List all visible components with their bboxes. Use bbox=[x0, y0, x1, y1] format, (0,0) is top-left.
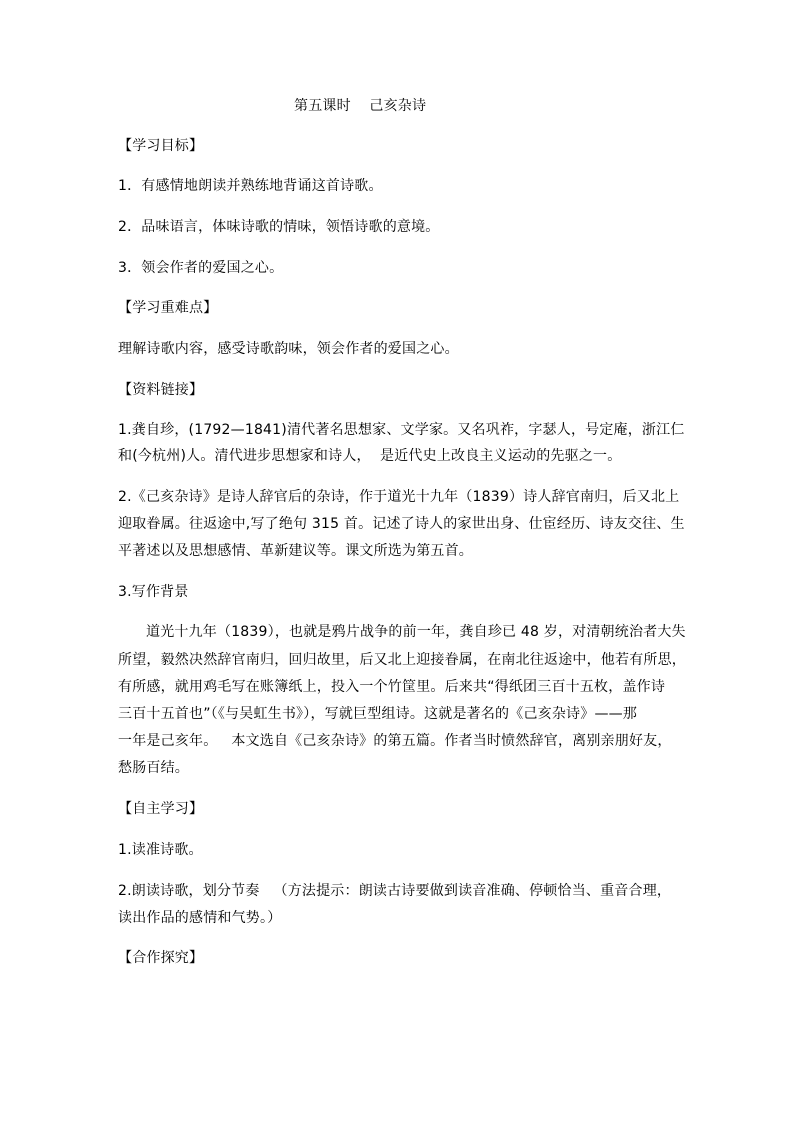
page-title: 第五课时 己亥杂诗 bbox=[294, 98, 427, 114]
self-study-item-1: 1.读准诗歌。 bbox=[118, 842, 203, 858]
materials-item1-line2: 和(今杭州)人。清代进步思想家和诗人， 是近代史上改良主义运动的先驱之一。 bbox=[118, 448, 622, 464]
background-line-1: 道光十九年（1839），也就是鸦片战争的前一年，龚自珍已 48 岁，对清朝统治者大失 bbox=[146, 624, 686, 640]
learning-goal-3: 3．领会作者的爱国之心。 bbox=[118, 260, 284, 276]
key-points-text: 理解诗歌内容，感受诗歌韵味，领会作者的爱国之心。 bbox=[118, 341, 459, 357]
writing-background-heading: 3.写作背景 bbox=[118, 584, 189, 600]
background-line-6: 愁肠百结。 bbox=[118, 760, 189, 776]
learning-goal-1: 1．有感情地朗读并熟练地背诵这首诗歌。 bbox=[118, 178, 383, 194]
materials-item2-line2: 迎取眷属。往返途中,写了绝句 315 首。记述了诗人的家世出身、仕宦经历、诗友交往、生 bbox=[118, 516, 685, 532]
self-study-item-2-line1: 2.朗读诗歌，划分节奏 （方法提示：朗读古诗要做到读音准确、停顿恰当、重音合理， bbox=[118, 883, 672, 899]
materials-item1-line1: 1.龚自珍，(1792—1841)清代著名思想家、文学家。又名巩祚，字瑟人，号定庵，浙江仁 bbox=[118, 422, 685, 438]
materials-heading: 【资料链接】 bbox=[118, 382, 204, 398]
key-points-heading: 【学习重难点】 bbox=[118, 300, 218, 316]
background-line-3: 有所感，就用鸡毛写在账簿纸上，投入一个竹筐里。后来共“得纸团三百十五枚，盖作诗 bbox=[118, 679, 666, 695]
self-study-heading: 【自主学习】 bbox=[118, 801, 204, 817]
background-line-5: 一年是己亥年。 本文选自《己亥杂诗》的第五篇。作者当时愤然辞官，离别亲朋好友， bbox=[118, 733, 672, 749]
background-line-4: 三百十五首也”（《与吴虹生书》），写就巨型组诗。这就是著名的《己亥杂诗》——那 bbox=[118, 706, 638, 722]
self-study-item-2-line2: 读出作品的感情和气势。） bbox=[118, 910, 282, 926]
materials-item2-line1: 2.《己亥杂诗》是诗人辞官后的杂诗，作于道光十九年（1839）诗人辞官南归，后又北上 bbox=[118, 489, 680, 505]
materials-item2-line3: 平著述以及思想感情、革新建议等。课文所选为第五首。 bbox=[118, 543, 473, 559]
learning-goals-heading: 【学习目标】 bbox=[118, 138, 204, 154]
background-line-2: 所望，毅然决然辞官南归，回归故里，后又北上迎接眷属，在南北往返途中，他若有所思， bbox=[118, 652, 686, 668]
learning-goal-2: 2．品味语言，体味诗歌的情味，领悟诗歌的意境。 bbox=[118, 219, 440, 235]
cooperation-heading: 【合作探究】 bbox=[118, 950, 204, 966]
